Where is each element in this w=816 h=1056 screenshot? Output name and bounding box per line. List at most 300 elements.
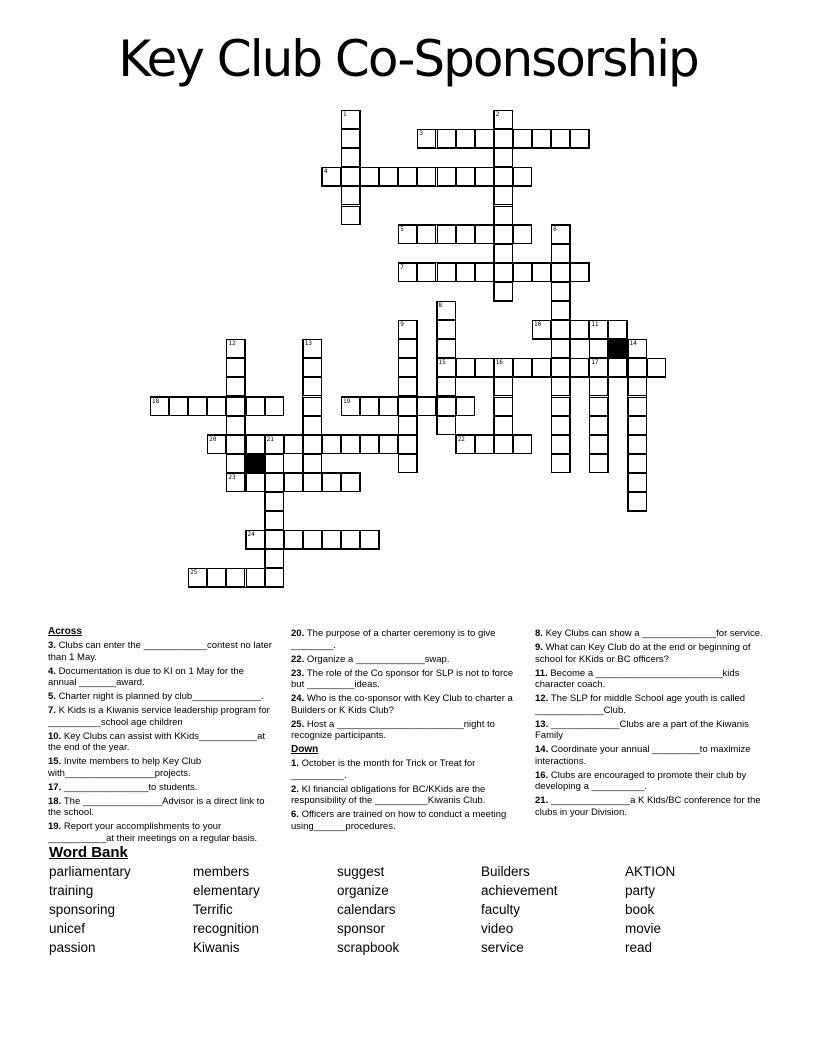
clue-3 xyxy=(48,640,274,663)
clue-text: Host a ________________________night to recognize participants. xyxy=(291,718,495,741)
clue-text: The _______________Advisor is a direct link to the school. xyxy=(48,795,265,818)
grid-cell[interactable] xyxy=(360,167,379,186)
clue-22 xyxy=(291,654,514,666)
clue-9 xyxy=(535,642,768,665)
grid-cell[interactable] xyxy=(628,339,647,358)
word-bank-word: movie xyxy=(625,921,662,937)
clue-number: 1. xyxy=(291,758,302,769)
grid-cell[interactable] xyxy=(341,129,360,148)
clue-number: 23. xyxy=(291,667,307,679)
grid-cell[interactable] xyxy=(265,568,284,587)
grid-number: 19 xyxy=(343,397,351,405)
grid-cell[interactable] xyxy=(303,358,322,377)
word-bank-word: elementary xyxy=(193,883,260,899)
grid-cell[interactable] xyxy=(341,397,360,416)
clue-number: 9. xyxy=(535,642,546,653)
grid-cell[interactable] xyxy=(513,263,532,282)
grid-cell[interactable] xyxy=(265,397,284,416)
grid-cell[interactable] xyxy=(246,530,265,549)
grid-cell[interactable] xyxy=(513,129,532,148)
grid-cell[interactable] xyxy=(341,167,360,186)
clue-11 xyxy=(535,668,768,691)
grid-cell[interactable] xyxy=(398,416,417,435)
grid-cell[interactable] xyxy=(265,549,284,568)
grid-cell[interactable] xyxy=(456,129,475,148)
grid-cell[interactable] xyxy=(532,320,551,339)
clue-text: The purpose of a charter ceremony is to give ________. xyxy=(291,628,496,651)
clue-text: Charter night is planned by club_____________. xyxy=(58,691,264,702)
grid-cell[interactable] xyxy=(551,244,570,263)
grid-number: 23 xyxy=(228,473,236,481)
clue-text: Key Clubs can assist with KKids___________at the end of the year. xyxy=(48,730,266,753)
clue-14 xyxy=(535,744,768,767)
word-bank-word: party xyxy=(625,883,656,899)
clue-text: Documentation is due to KI on 1 May for the annual _______award. xyxy=(48,665,244,688)
grid-cell[interactable] xyxy=(417,225,436,244)
black-cell xyxy=(608,339,627,358)
grid-cell[interactable] xyxy=(437,225,456,244)
grid-cell[interactable] xyxy=(494,148,513,167)
grid-cell[interactable] xyxy=(551,282,570,301)
grid-number: 15 xyxy=(438,359,446,367)
grid-cell[interactable] xyxy=(570,320,589,339)
grid-number: 7 xyxy=(400,263,404,271)
word-bank-word: scrapbook xyxy=(337,940,400,956)
word-bank-word: parliamentary xyxy=(49,864,131,879)
grid-cell[interactable] xyxy=(417,263,436,282)
grid-cell[interactable] xyxy=(513,435,532,454)
clue-text: October is the month for Trick or Treat for __________. xyxy=(291,758,476,781)
grid-cell[interactable] xyxy=(589,358,608,377)
grid-cell[interactable] xyxy=(532,263,551,282)
clue-text: Who is the co-sponsor with Key Club to charter a Builders or K Kids Club? xyxy=(291,693,513,716)
word-bank-word: faculty xyxy=(481,902,521,918)
grid-cell[interactable] xyxy=(341,206,360,225)
grid-cell[interactable] xyxy=(437,416,456,435)
clue-number: 12. xyxy=(535,693,551,704)
grid-cell[interactable] xyxy=(226,473,245,492)
grid-cell[interactable] xyxy=(551,263,570,282)
clue-17 xyxy=(48,782,274,794)
grid-cell[interactable] xyxy=(532,358,551,377)
grid-cell[interactable] xyxy=(589,454,608,473)
grid-cell[interactable] xyxy=(379,397,398,416)
grid-cell[interactable] xyxy=(551,301,570,320)
grid-cell[interactable] xyxy=(303,377,322,396)
grid-cell[interactable] xyxy=(570,358,589,377)
grid-cell[interactable] xyxy=(322,167,341,186)
grid-cell[interactable] xyxy=(628,397,647,416)
grid-cell[interactable] xyxy=(551,129,570,148)
clue-4 xyxy=(48,666,274,689)
grid-cell[interactable] xyxy=(284,473,303,492)
grid-cell[interactable] xyxy=(303,416,322,435)
clue-text: Report your accomplishments to your ___________at their meetings on a regular basis. xyxy=(48,821,258,844)
page-title: Key Club Co-Sponsorship xyxy=(118,30,698,88)
grid-cell[interactable] xyxy=(628,416,647,435)
grid-number: 6 xyxy=(553,225,557,233)
grid-cell[interactable] xyxy=(398,339,417,358)
clue-text: Key Clubs can show a ______________for service. xyxy=(545,628,763,639)
clue-text: Coordinate your annual _________to maximize interactions. xyxy=(535,744,751,767)
word-bank-word: book xyxy=(625,902,655,918)
grid-cell[interactable] xyxy=(475,435,494,454)
grid-cell[interactable] xyxy=(398,397,417,416)
clue-number: 21. xyxy=(535,795,551,806)
grid-cell[interactable] xyxy=(265,454,284,473)
grid-cell[interactable] xyxy=(532,129,551,148)
grid-cell[interactable] xyxy=(246,397,265,416)
grid-cell[interactable] xyxy=(628,435,647,454)
grid-cell[interactable] xyxy=(589,320,608,339)
grid-cell[interactable] xyxy=(437,339,456,358)
grid-cell[interactable] xyxy=(398,320,417,339)
black-cell xyxy=(246,454,265,473)
grid-cell[interactable] xyxy=(341,186,360,205)
grid-cell[interactable] xyxy=(341,148,360,167)
grid-cell[interactable] xyxy=(226,358,245,377)
clue-text: Organize a _____________swap. xyxy=(306,653,450,665)
grid-cell[interactable] xyxy=(551,454,570,473)
clue-text: Invite members to help Key Club with_________________projects. xyxy=(48,756,202,779)
clue-21 xyxy=(535,795,768,818)
clue-text: The SLP for middle School age youth is called _____________Club. xyxy=(535,693,746,716)
grid-cell[interactable] xyxy=(494,129,513,148)
grid-cell[interactable] xyxy=(647,358,666,377)
grid-cell[interactable] xyxy=(150,397,169,416)
grid-cell[interactable] xyxy=(360,397,379,416)
grid-cell[interactable] xyxy=(398,167,417,186)
clue-list-header-across: Across xyxy=(48,626,82,637)
word-bank-word: service xyxy=(481,940,524,956)
grid-cell[interactable] xyxy=(589,397,608,416)
grid-cell[interactable] xyxy=(628,454,647,473)
grid-number: 17 xyxy=(591,359,599,367)
clue-number: 5. xyxy=(48,691,59,702)
grid-cell[interactable] xyxy=(226,377,245,396)
grid-cell[interactable] xyxy=(207,568,226,587)
grid-cell[interactable] xyxy=(589,416,608,435)
grid-number: 9 xyxy=(400,321,404,329)
clue-text: The role of the Co sponsor for SLP is not to force but _________ideas. xyxy=(291,667,514,690)
clue-text: Clubs can enter the ____________contest no later than 1 May. xyxy=(48,640,272,663)
grid-cell[interactable] xyxy=(437,129,456,148)
clue-number: 25. xyxy=(291,718,307,730)
grid-cell[interactable] xyxy=(628,473,647,492)
grid-cell[interactable] xyxy=(494,358,513,377)
grid-number: 16 xyxy=(495,359,504,367)
grid-cell[interactable] xyxy=(246,473,265,492)
word-bank-word: members xyxy=(193,864,250,879)
grid-cell[interactable] xyxy=(551,225,570,244)
grid-cell[interactable] xyxy=(551,377,570,396)
grid-cell[interactable] xyxy=(226,339,245,358)
grid-cell[interactable] xyxy=(551,339,570,358)
grid-cell[interactable] xyxy=(417,397,436,416)
word-bank-column xyxy=(337,862,477,957)
word-bank-word: suggest xyxy=(337,864,385,879)
clue-number: 24. xyxy=(291,693,307,704)
grid-cell[interactable] xyxy=(551,397,570,416)
word-bank-word: passion xyxy=(49,940,96,956)
clue-text: _____________Clubs are a part of the Kiwanis Family xyxy=(535,718,749,741)
clue-text: Officers are trained on how to conduct a meeting using______procedures. xyxy=(291,809,507,832)
grid-cell[interactable] xyxy=(265,473,284,492)
grid-cell[interactable] xyxy=(456,435,475,454)
clue-13 xyxy=(535,719,768,742)
word-bank-word: AKTION xyxy=(625,864,676,879)
word-bank-word: calendars xyxy=(337,902,396,918)
clue-text: _______________a K Kids/BC conference for the clubs in your Division. xyxy=(535,795,761,818)
clue-23 xyxy=(291,668,514,691)
clue-16 xyxy=(535,770,768,793)
word-bank-word: sponsoring xyxy=(49,902,116,918)
word-bank-column xyxy=(49,862,189,957)
grid-cell[interactable] xyxy=(341,530,360,549)
clue-number: 2. xyxy=(291,783,302,795)
grid-cell[interactable] xyxy=(398,225,417,244)
grid-cell[interactable] xyxy=(379,167,398,186)
grid-cell[interactable] xyxy=(398,358,417,377)
clue-text: K Kids is a Kiwanis service leadership program for __________school age children xyxy=(48,705,270,728)
grid-cell[interactable] xyxy=(437,167,456,186)
word-bank-word: Terrific xyxy=(193,902,233,918)
grid-cell[interactable] xyxy=(475,225,494,244)
clue-12 xyxy=(535,693,768,716)
word-bank-word: read xyxy=(625,940,653,956)
grid-number: 14 xyxy=(629,340,637,348)
grid-cell[interactable] xyxy=(303,397,322,416)
grid-cell[interactable] xyxy=(246,435,265,454)
grid-cell[interactable] xyxy=(341,435,360,454)
word-bank-header: Word Bank xyxy=(49,844,128,861)
word-bank-word: organize xyxy=(337,883,389,899)
grid-number: 20 xyxy=(209,435,217,443)
grid-cell[interactable] xyxy=(303,435,322,454)
grid-cell[interactable] xyxy=(456,167,475,186)
grid-cell[interactable] xyxy=(188,568,207,587)
grid-cell[interactable] xyxy=(207,397,226,416)
clue-1 xyxy=(291,758,514,781)
clue-column-1 xyxy=(48,626,274,847)
clue-text: Clubs are encouraged to promote their club by developing a __________. xyxy=(535,769,747,792)
word-bank-column xyxy=(193,862,333,957)
grid-cell[interactable] xyxy=(494,225,513,244)
grid-cell[interactable] xyxy=(494,282,513,301)
clue-24 xyxy=(291,693,514,716)
grid-cell[interactable] xyxy=(494,186,513,205)
grid-cell[interactable] xyxy=(188,397,207,416)
grid-cell[interactable] xyxy=(341,473,360,492)
word-bank-word: video xyxy=(481,921,514,937)
grid-number: 21 xyxy=(266,435,274,443)
grid-cell[interactable] xyxy=(570,129,589,148)
grid-cell[interactable] xyxy=(608,358,627,377)
grid-cell[interactable] xyxy=(628,358,647,377)
grid-cell[interactable] xyxy=(475,129,494,148)
clue-text: KI financial obligations for BC/KKids are the responsibility of the __________Kiwanis Club. xyxy=(291,783,486,806)
clue-18 xyxy=(48,796,274,819)
grid-number: 24 xyxy=(247,531,255,539)
grid-cell[interactable] xyxy=(513,358,532,377)
grid-number: 4 xyxy=(323,168,328,176)
grid-cell[interactable] xyxy=(475,167,494,186)
grid-cell[interactable] xyxy=(475,358,494,377)
grid-cell[interactable] xyxy=(437,301,456,320)
grid-cell[interactable] xyxy=(456,225,475,244)
grid-cell[interactable] xyxy=(437,397,456,416)
grid-cell[interactable] xyxy=(226,568,245,587)
grid-number: 13 xyxy=(304,340,313,348)
grid-cell[interactable] xyxy=(494,416,513,435)
grid-cell[interactable] xyxy=(398,454,417,473)
grid-cell[interactable] xyxy=(360,530,379,549)
grid-cell[interactable] xyxy=(456,358,475,377)
grid-cell[interactable] xyxy=(570,263,589,282)
grid-cell[interactable] xyxy=(360,435,379,454)
grid-cell[interactable] xyxy=(207,435,226,454)
grid-cell[interactable] xyxy=(265,435,284,454)
grid-cell[interactable] xyxy=(494,435,513,454)
grid-cell[interactable] xyxy=(303,454,322,473)
grid-number: 12 xyxy=(228,340,236,348)
grid-cell[interactable] xyxy=(456,397,475,416)
grid-cell[interactable] xyxy=(246,568,265,587)
grid-cell[interactable] xyxy=(341,110,360,129)
grid-cell[interactable] xyxy=(589,339,608,358)
clue-number: 7. xyxy=(48,705,59,716)
grid-cell[interactable] xyxy=(284,435,303,454)
grid-cell[interactable] xyxy=(417,167,436,186)
clue-number: 4. xyxy=(48,665,59,677)
grid-cell[interactable] xyxy=(551,320,570,339)
grid-cell[interactable] xyxy=(456,263,475,282)
clue-number: 22. xyxy=(291,653,307,665)
clue-5 xyxy=(48,691,274,703)
grid-cell[interactable] xyxy=(265,530,284,549)
clue-number: 16. xyxy=(535,769,551,781)
clue-25 xyxy=(291,719,514,742)
grid-cell[interactable] xyxy=(226,397,245,416)
grid-cell[interactable] xyxy=(494,377,513,396)
grid-cell[interactable] xyxy=(494,206,513,225)
clue-8 xyxy=(535,628,768,640)
grid-cell[interactable] xyxy=(551,358,570,377)
clue-19 xyxy=(48,821,274,844)
grid-cell[interactable] xyxy=(379,435,398,454)
grid-cell[interactable] xyxy=(398,263,417,282)
clue-number: 13. xyxy=(535,718,551,730)
clue-number: 17. xyxy=(48,781,64,793)
clue-number: 8. xyxy=(535,628,546,639)
clue-2 xyxy=(291,784,514,807)
grid-cell[interactable] xyxy=(437,320,456,339)
word-bank-column xyxy=(481,862,621,957)
clue-column-2 xyxy=(291,628,514,835)
word-bank-word: achievement xyxy=(481,883,558,899)
grid-cell[interactable] xyxy=(226,454,245,473)
grid-cell[interactable] xyxy=(169,397,188,416)
grid-number: 2 xyxy=(495,111,500,118)
grid-number: 18 xyxy=(152,397,160,405)
clue-number: 11. xyxy=(535,667,551,679)
clue-list-header-down: Down xyxy=(291,744,319,755)
word-bank-word: training xyxy=(49,883,94,899)
grid-cell[interactable] xyxy=(265,511,284,530)
grid-cell[interactable] xyxy=(628,377,647,396)
clue-text: What can Key Club do at the end or beginning of school for KKids or BC officers? xyxy=(535,642,751,665)
grid-cell[interactable] xyxy=(437,358,456,377)
grid-cell[interactable] xyxy=(398,377,417,396)
grid-cell[interactable] xyxy=(265,492,284,511)
grid-number: 8 xyxy=(438,302,443,309)
grid-cell[interactable] xyxy=(494,263,513,282)
grid-cell[interactable] xyxy=(303,339,322,358)
word-bank-word: unicef xyxy=(49,921,86,937)
grid-cell[interactable] xyxy=(589,435,608,454)
clue-number: 3. xyxy=(48,640,59,651)
grid-cell[interactable] xyxy=(494,110,513,129)
clue-10 xyxy=(48,731,274,754)
word-bank-word: Kiwanis xyxy=(193,940,240,956)
clue-20 xyxy=(291,628,514,651)
word-bank-column xyxy=(625,862,765,957)
grid-cell[interactable] xyxy=(303,530,322,549)
grid-cell[interactable] xyxy=(589,377,608,396)
grid-number: 25 xyxy=(190,569,198,577)
grid-cell[interactable] xyxy=(437,263,456,282)
grid-cell[interactable] xyxy=(398,435,417,454)
clue-number: 10. xyxy=(48,730,64,742)
grid-cell[interactable] xyxy=(494,397,513,416)
grid-cell[interactable] xyxy=(608,320,627,339)
grid-cell[interactable] xyxy=(322,473,341,492)
grid-cell[interactable] xyxy=(417,129,436,148)
clue-7 xyxy=(48,705,274,728)
grid-number: 5 xyxy=(400,225,404,233)
word-bank-word: recognition xyxy=(193,921,260,937)
word-bank-word: Builders xyxy=(481,864,530,879)
grid-cell[interactable] xyxy=(284,530,303,549)
grid-cell[interactable] xyxy=(494,167,513,186)
grid-cell[interactable] xyxy=(226,435,245,454)
clue-text: Become a ________________________kids character coach. xyxy=(535,667,740,690)
clue-number: 20. xyxy=(291,628,307,639)
clue-number: 14. xyxy=(535,744,551,755)
grid-number: 22 xyxy=(457,435,465,443)
clue-number: 19. xyxy=(48,821,64,832)
grid-cell[interactable] xyxy=(513,167,532,186)
grid-number: 3 xyxy=(419,130,424,138)
clue-6 xyxy=(291,809,514,832)
grid-cell[interactable] xyxy=(551,435,570,454)
clue-number: 15. xyxy=(48,756,64,767)
grid-cell[interactable] xyxy=(226,416,245,435)
grid-cell[interactable] xyxy=(303,473,322,492)
grid-cell[interactable] xyxy=(551,416,570,435)
grid-number: 1 xyxy=(343,111,347,118)
grid-cell[interactable] xyxy=(494,244,513,263)
grid-cell[interactable] xyxy=(628,492,647,511)
grid-cell[interactable] xyxy=(322,530,341,549)
clue-15 xyxy=(48,756,274,779)
word-bank-word: sponsor xyxy=(337,921,386,937)
grid-cell[interactable] xyxy=(437,377,456,396)
grid-cell[interactable] xyxy=(475,263,494,282)
grid-cell[interactable] xyxy=(513,225,532,244)
clue-column-3 xyxy=(535,628,768,821)
grid-cell[interactable] xyxy=(322,435,341,454)
